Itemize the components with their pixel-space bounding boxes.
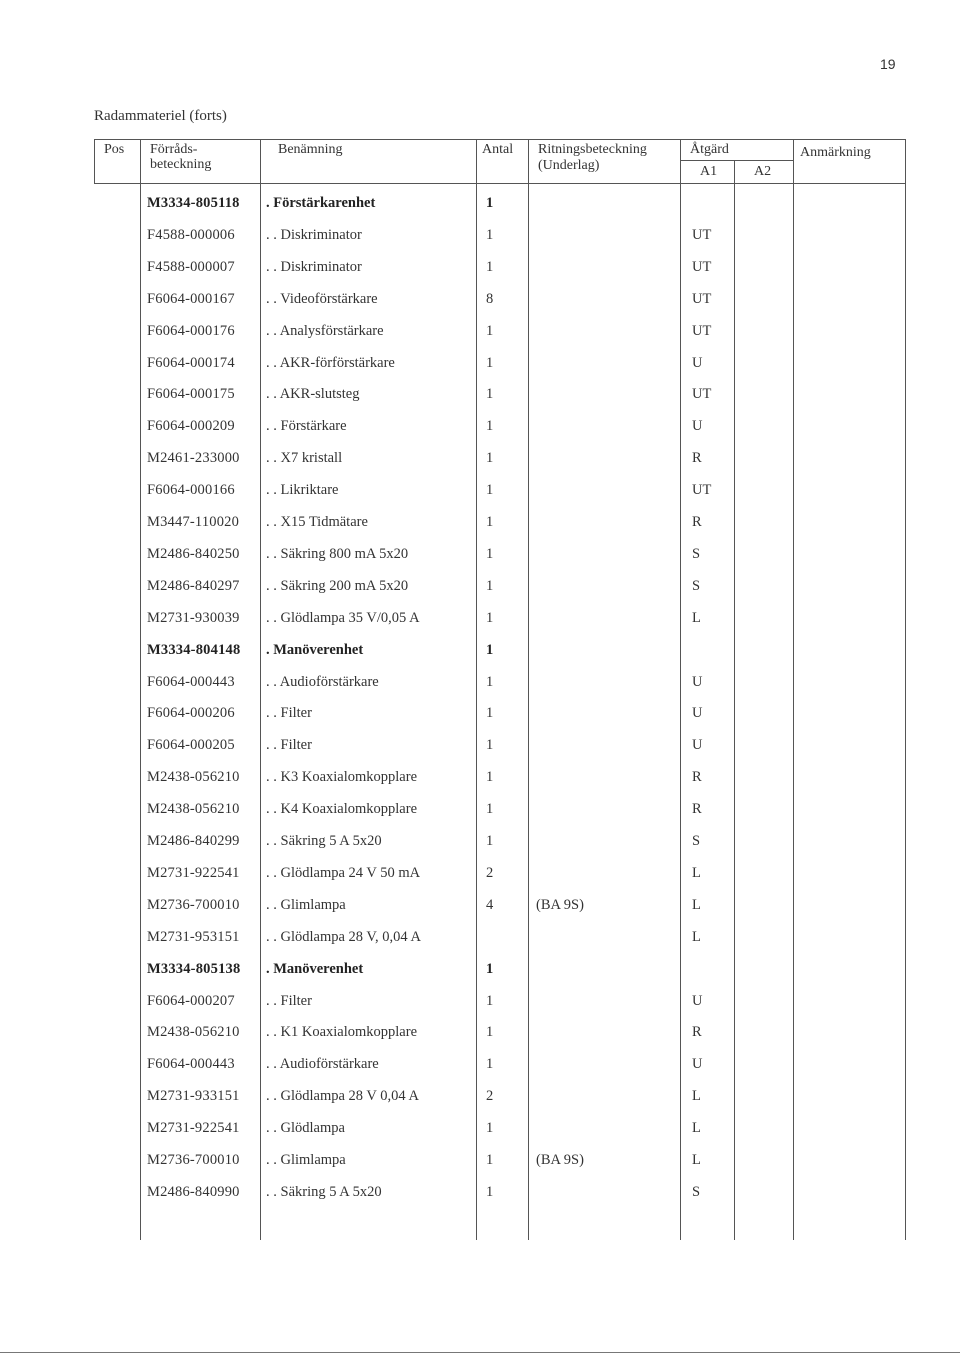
page-number: 19 (880, 56, 896, 72)
row-action-a1: U (692, 992, 703, 1009)
row-pos: M3447-110020 (147, 514, 240, 530)
row-name: . . Glödlampa (266, 1120, 345, 1137)
row-pos: M2731-922541 (147, 864, 240, 881)
row-qty: 1 (486, 960, 494, 977)
row-action-a1: S (692, 577, 701, 594)
row-action-a1: S (692, 833, 701, 849)
table-row (0, 761, 960, 793)
row-action-a1: R (692, 769, 702, 786)
row-name: . . Glimlampa (266, 1152, 346, 1168)
row-name: . . Glödlampa 28 V 0,04 A (266, 1088, 419, 1105)
row-action-a1: UT (692, 386, 712, 403)
header-ritning-2: (Underlag) (538, 158, 600, 173)
row-pos: M2731-933151 (147, 1088, 240, 1105)
header-atgard: Åtgärd (690, 142, 729, 157)
row-pos: M2438-056210 (147, 769, 240, 786)
row-name: . Förstärkarenhet (266, 195, 376, 211)
table-left-border (94, 139, 95, 183)
row-pos: M2461-233000 (147, 450, 240, 467)
row-name: . . Glimlampa (266, 896, 346, 913)
row-name: . . Audioförstärkare (266, 1056, 379, 1073)
row-name: . . Säkring 5 A 5x20 (266, 1183, 382, 1200)
row-name: . . Videoförstärkare (266, 290, 378, 307)
row-name: . . K3 Koaxialomkopplare (266, 769, 418, 786)
row-pos: M2486-840990 (147, 1183, 240, 1200)
row-name: . . Säkring 5 A 5x20 (266, 833, 382, 849)
row-pos: F6064-000207 (147, 992, 235, 1009)
row-action-a1: R (692, 801, 702, 818)
table-row (0, 474, 960, 506)
header-forrads-2: beteckning (150, 157, 212, 172)
row-name: . . Filter (266, 705, 312, 722)
table-row (0, 251, 960, 283)
row-qty: 1 (486, 545, 494, 562)
row-qty: 1 (486, 737, 494, 754)
row-name: . Manöverenhet (266, 641, 364, 658)
row-name: . . Audioförstärkare (266, 673, 379, 690)
row-qty: 1 (486, 609, 494, 626)
row-pos: M2731-930039 (147, 609, 240, 626)
row-qty: 1 (486, 705, 494, 722)
row-name: . Manöverenhet (266, 960, 364, 977)
row-qty: 1 (486, 195, 494, 211)
table-row (0, 378, 960, 410)
row-pos: F6064-000167 (147, 290, 235, 307)
row-pos: M3334-805138 (147, 960, 241, 977)
row-qty: 8 (486, 290, 494, 307)
row-name: . . X15 Tidmätare (266, 514, 368, 530)
row-qty: 1 (486, 514, 494, 530)
row-action-a1: R (692, 514, 702, 530)
row-pos: M2731-953151 (147, 928, 240, 945)
row-action-a1: U (692, 354, 703, 371)
row-qty: 1 (486, 450, 494, 467)
table-row (0, 985, 960, 1017)
header-a2: A2 (754, 164, 772, 179)
row-pos: F6064-000443 (147, 673, 235, 690)
row-action-a1: S (692, 1183, 701, 1200)
page-bottom-line (0, 1352, 960, 1353)
table-row (0, 1176, 960, 1208)
row-action-a1: L (692, 1152, 701, 1168)
row-name: . . AKR-slutsteg (266, 386, 360, 403)
row-pos: F6064-000175 (147, 386, 235, 403)
row-qty: 1 (486, 992, 494, 1009)
table-row (0, 1048, 960, 1080)
table-row (0, 825, 960, 857)
row-qty: 1 (486, 322, 494, 339)
row-action-a1: UT (692, 258, 712, 275)
row-qty: 1 (486, 1024, 494, 1041)
table-row (0, 697, 960, 729)
header-ritning-1: Ritningsbeteckning (538, 142, 647, 157)
row-pos: M2486-840299 (147, 833, 240, 849)
table-row (0, 506, 960, 538)
row-action-a1: L (692, 1088, 701, 1105)
row-action-a1: L (692, 864, 701, 881)
row-name: . . Förstärkare (266, 418, 347, 435)
row-drawing: (BA 9S) (536, 896, 584, 913)
row-pos: F6064-000205 (147, 737, 235, 754)
row-action-a1: R (692, 450, 702, 467)
row-name: . . X7 kristall (266, 450, 343, 467)
table-row (0, 889, 960, 921)
row-qty: 1 (486, 258, 494, 275)
row-action-a1: L (692, 928, 701, 945)
row-name: . . Glödlampa 28 V, 0,04 A (266, 928, 421, 945)
table-group-row (0, 634, 960, 666)
row-action-a1: U (692, 737, 703, 754)
table-row (0, 1112, 960, 1144)
atgard-divider (680, 160, 794, 161)
row-action-a1: U (692, 673, 703, 690)
row-qty: 1 (486, 673, 494, 690)
row-pos: F6064-000176 (147, 322, 235, 339)
table-row (0, 1080, 960, 1112)
header-pos: Pos (104, 142, 125, 157)
row-pos: M2736-700010 (147, 1152, 240, 1168)
row-qty: 1 (486, 1152, 494, 1168)
row-name: . . Säkring 200 mA 5x20 (266, 577, 409, 594)
table-row (0, 347, 960, 379)
row-pos: F6064-000443 (147, 1056, 235, 1073)
table-group-row (0, 187, 960, 219)
header-a1: A1 (700, 164, 718, 179)
table-row (0, 315, 960, 347)
table-row (0, 219, 960, 251)
header-anmarkning: Anmärkning (800, 145, 871, 160)
row-pos: F6064-000174 (147, 354, 235, 371)
row-name: . . Diskriminator (266, 226, 362, 243)
table-row (0, 570, 960, 602)
header-antal: Antal (482, 142, 514, 157)
header-forrads-1: Förråds- (150, 142, 198, 157)
table-row (0, 442, 960, 474)
table-group-row (0, 953, 960, 985)
row-pos: F6064-000209 (147, 418, 235, 435)
header-benamning: Benämning (278, 142, 343, 157)
row-name: . . Filter (266, 992, 312, 1009)
row-action-a1: UT (692, 482, 712, 499)
row-action-a1: S (692, 545, 701, 562)
row-pos: F6064-000166 (147, 482, 235, 499)
row-name: . . K1 Koaxialomkopplare (266, 1024, 418, 1041)
row-qty: 1 (486, 769, 494, 786)
row-qty: 4 (486, 896, 494, 913)
row-name: . . Diskriminator (266, 258, 362, 275)
row-pos: M2486-840250 (147, 545, 240, 562)
row-qty: 2 (486, 1088, 494, 1105)
row-action-a1: U (692, 1056, 703, 1073)
row-pos: M2438-056210 (147, 1024, 240, 1041)
row-qty: 1 (486, 833, 494, 849)
row-qty: 1 (486, 1056, 494, 1073)
row-action-a1: UT (692, 226, 712, 243)
row-qty: 1 (486, 226, 494, 243)
table-row (0, 1016, 960, 1048)
row-qty: 1 (486, 1120, 494, 1137)
row-action-a1: U (692, 705, 703, 722)
row-action-a1: UT (692, 322, 712, 339)
row-action-a1: L (692, 896, 701, 913)
row-qty: 1 (486, 482, 494, 499)
row-action-a1: UT (692, 290, 712, 307)
row-pos: F4588-000007 (147, 258, 235, 275)
row-name: . . K4 Koaxialomkopplare (266, 801, 418, 818)
row-name: . . Likriktare (266, 482, 339, 499)
row-pos: F6064-000206 (147, 705, 235, 722)
row-action-a1: U (692, 418, 703, 435)
table-top-border (94, 139, 906, 140)
row-action-a1: L (692, 609, 701, 626)
row-qty: 1 (486, 641, 494, 658)
row-action-a1: L (692, 1120, 701, 1137)
table-row (0, 793, 960, 825)
row-qty: 1 (486, 386, 494, 403)
table-row (0, 729, 960, 761)
row-name: . . Glödlampa 24 V 50 mA (266, 864, 421, 881)
table-row (0, 283, 960, 315)
row-drawing: (BA 9S) (536, 1152, 584, 1168)
row-name: . . Glödlampa 35 V/0,05 A (266, 609, 420, 626)
row-pos: M2438-056210 (147, 801, 240, 818)
row-action-a1: R (692, 1024, 702, 1041)
row-qty: 1 (486, 418, 494, 435)
table-row (0, 538, 960, 570)
table-row (0, 602, 960, 634)
table-row (0, 666, 960, 698)
row-qty: 1 (486, 1183, 494, 1200)
row-qty: 1 (486, 801, 494, 818)
row-pos: M2736-700010 (147, 896, 240, 913)
row-qty: 2 (486, 864, 494, 881)
table-row (0, 410, 960, 442)
row-pos: M2486-840297 (147, 577, 240, 594)
row-name: . . Filter (266, 737, 312, 754)
row-pos: F4588-000006 (147, 226, 235, 243)
row-qty: 1 (486, 577, 494, 594)
row-name: . . AKR-förförstärkare (266, 354, 395, 371)
header-bottom-border (94, 183, 906, 184)
row-qty: 1 (486, 354, 494, 371)
table-row (0, 1144, 960, 1176)
row-pos: M3334-804148 (147, 641, 241, 658)
row-pos: M2731-922541 (147, 1120, 240, 1137)
row-name: . . Analysförstärkare (266, 322, 384, 339)
row-name: . . Säkring 800 mA 5x20 (266, 545, 409, 562)
table-row (0, 857, 960, 889)
table-row (0, 921, 960, 953)
section-title: Radammateriel (forts) (94, 108, 227, 124)
row-pos: M3334-805118 (147, 195, 240, 211)
